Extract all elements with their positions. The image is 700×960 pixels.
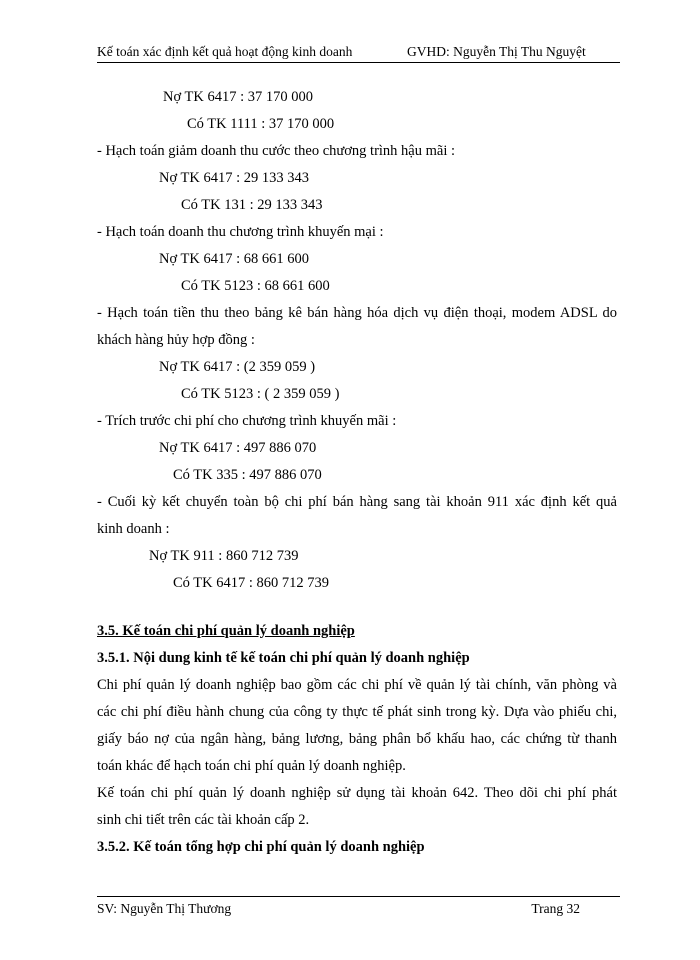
- subsection-heading: 3.5.1. Nội dung kinh tế kế toán chi phí quản lý doanh nghiệp: [97, 650, 470, 666]
- entry-credit: Có TK 335 : 497 886 070: [173, 467, 322, 483]
- entry-debit: Nợ TK 6417 : 37 170 000: [163, 89, 313, 105]
- entry-credit: Có TK 131 : 29 133 343: [181, 197, 323, 213]
- entry-debit: Nợ TK 911 : 860 712 739: [149, 548, 299, 564]
- entry-description-cont: kinh doanh :: [97, 521, 170, 537]
- section-heading: 3.5. Kế toán chi phí quản lý doanh nghiệp: [97, 623, 355, 639]
- header-supervisor: GVHD: Nguyễn Thị Thu Nguyệt: [407, 44, 586, 59]
- paragraph-line: giấy báo nợ của ngân hàng, bảng lương, bảng phân bổ khấu hao, các chứng từ thanh: [97, 731, 617, 747]
- entry-description: - Hạch toán doanh thu chương trình khuyến mại :: [97, 224, 384, 240]
- paragraph-line: sinh chi tiết trên các tài khoản cấp 2.: [97, 812, 310, 828]
- paragraph-line: Chi phí quản lý doanh nghiệp bao gồm các chi phí về quản lý tài chính, văn phòng và: [97, 677, 617, 693]
- entry-description: - Hạch toán giảm doanh thu cước theo chương trình hậu mãi :: [97, 143, 456, 159]
- entry-debit: Nợ TK 6417 : 29 133 343: [159, 170, 309, 186]
- paragraph-line: Kế toán chi phí quản lý doanh nghiệp sử dụng tài khoản 642. Theo dõi chi phí phát: [97, 785, 617, 801]
- entry-description: - Trích trước chi phí cho chương trình khuyến mãi :: [97, 413, 397, 429]
- entry-credit: Có TK 6417 : 860 712 739: [173, 575, 330, 591]
- entry-description: - Hạch toán tiền thu theo bảng kê bán hàng hóa dịch vụ điện thoại, modem ADSL do: [97, 305, 617, 321]
- entry-debit: Nợ TK 6417 : (2 359 059 ): [159, 359, 316, 375]
- entry-debit: Nợ TK 6417 : 497 886 070: [159, 440, 317, 456]
- page-footer: [97, 896, 620, 921]
- footer-student: SV: Nguyễn Thị Thương: [97, 901, 232, 916]
- entry-credit: Có TK 1111 : 37 170 000: [187, 116, 335, 132]
- page-number: Trang 32: [531, 901, 580, 916]
- entry-credit: Có TK 5123 : 68 661 600: [181, 278, 330, 294]
- entry-description: - Cuối kỳ kết chuyển toàn bộ chi phí bán hàng sang tài khoản 911 xác định kết quả: [97, 494, 617, 510]
- header-title: Kế toán xác định kết quả hoạt động kinh doanh: [97, 44, 353, 59]
- entry-description-cont: khách hàng hủy hợp đồng :: [97, 332, 255, 348]
- paragraph-line: toán khác để hạch toán chi phí quản lý doanh nghiệp.: [97, 758, 406, 774]
- subsection-heading: 3.5.2. Kế toán tổng hợp chi phí quản lý doanh nghiệp: [97, 839, 425, 855]
- entry-credit: Có TK 5123 : ( 2 359 059 ): [181, 386, 340, 402]
- paragraph-line: các chi phí điều hành chung của công ty thực tế phát sinh trong kỳ. Dựa vào phiếu chi,: [97, 704, 617, 720]
- entry-debit: Nợ TK 6417 : 68 661 600: [159, 251, 309, 267]
- page-header: [97, 42, 620, 63]
